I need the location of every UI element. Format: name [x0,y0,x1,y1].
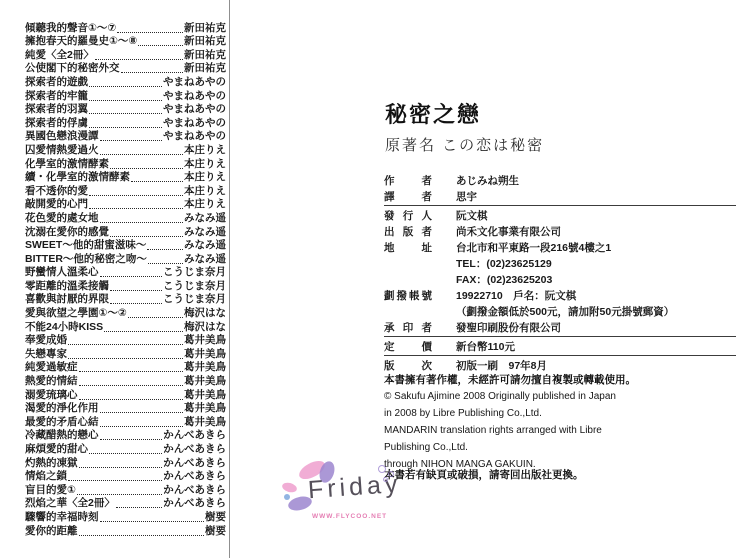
book-title: 灼熱的凍獄 [25,456,78,469]
license-line: in 2008 by Libre Publishing Co.,Ltd. [384,408,542,419]
book-author: やまねあやの [163,89,226,102]
dotted-leader [79,371,184,372]
book-author: かんべあきら [163,456,226,469]
dotted-leader [89,86,162,87]
book-title: 看不透你的愛 [25,184,88,197]
book-title: 驟響的幸福時刻 [25,510,99,523]
book-title: 渴愛的淨化作用 [25,402,99,415]
book-author: 本庄りえ [184,198,226,211]
book-title: 情焰之鎖 [25,470,67,483]
book-author: こうじま奈月 [163,279,226,292]
book-title: 愛與欲望之學園①～② [25,307,127,320]
info-value: 台北市和平東路一段216號4樓之1 [456,241,612,254]
info-label: 地 址 [384,241,432,254]
original-title: 原著名 この恋は秘密 [385,137,545,154]
copyright-notice: 本書擁有著作權，未經許可請勿擅自複製或轉載使用。 [384,374,636,386]
book-title: 敲開愛的心門 [25,198,88,211]
book-title: 公使閣下的秘密外交 [25,62,120,75]
info-row [384,223,736,239]
info-row [384,239,736,255]
flower-dot-icon [284,494,290,500]
info-row [384,357,736,373]
page-divider-line [229,0,230,558]
license-block [384,388,616,473]
info-value: FAX：(02)23625203 [456,273,553,286]
book-author: かんべあきら [163,497,226,510]
book-author: こうじま奈月 [163,266,226,279]
book-title: BITTER～他的秘密之吻～ [25,252,147,265]
info-label: 承 印 者 [384,321,432,334]
book-title: 野蠻情人溫柔心 [25,266,99,279]
info-row [384,255,736,271]
book-author: 葛井美鳥 [184,347,226,360]
dotted-leader [110,290,162,291]
dotted-leader [147,249,183,250]
book-author: 葛井美鳥 [184,388,226,401]
flower-petal-icon [281,481,298,494]
dotted-leader [89,453,162,454]
dotted-leader [100,521,205,522]
dotted-leader [100,222,184,223]
book-author: かんべあきら [163,443,226,455]
license-line: Publishing Co.,Ltd. [384,442,468,453]
dotted-leader [89,208,183,209]
book-author: こうじま奈月 [163,293,226,306]
info-label: 劃 撥 帳 號 [384,289,432,302]
dotted-leader [100,140,163,141]
info-row [384,338,736,354]
book-author: 葛井美鳥 [184,402,226,415]
book-row [25,524,226,538]
book-title: 烈焰之華〈全2冊〉 [25,497,115,510]
dotted-leader [138,45,183,46]
book-author: かんべあきら [163,483,226,496]
book-author: やまねあやの [163,116,226,129]
info-label: 出 版 者 [384,225,432,238]
book-author: 本庄りえ [184,143,226,156]
dotted-leader [100,154,184,155]
book-author: 新田祐克 [184,21,226,34]
book-author: やまねあやの [163,103,226,116]
book-author: やまねあやの [163,75,226,88]
info-value: TEL：(02)23625129 [456,257,552,270]
book-title: 純愛〈全2冊〉 [25,48,94,61]
book-title: 純愛過敏症 [25,361,78,374]
info-row [384,172,736,188]
info-value: あじみね朔生 [456,174,519,187]
dotted-leader [116,507,162,508]
book-title: 盲目的愛① [25,483,76,496]
info-row [384,207,736,223]
info-value: 19922710 戶名：阮文棋 [456,289,577,302]
dotted-leader [89,195,183,196]
info-label: 譯 者 [384,190,432,203]
book-author: 葛井美鳥 [184,375,226,388]
book-author: かんべあきら [163,429,226,442]
book-author: 新田祐克 [184,48,226,61]
dotted-leader [68,344,183,345]
dotted-leader [79,467,163,468]
book-title: 喜歡與討厭的界限 [25,293,109,306]
license-line: through NIHON MANGA GAKUIN. [384,459,536,470]
license-line: © Sakufu Ajimine 2008 Originally published in Japan [384,391,616,402]
book-title: 探索者的牢籠 [25,89,88,102]
dotted-leader [89,127,162,128]
dotted-leader [128,317,183,318]
watermark-logo-text: Friday [307,469,403,505]
book-author: かんべあきら [163,470,226,483]
book-title: 擁抱春天的羅曼史①～⑧ [25,35,138,48]
dotted-leader [79,535,205,536]
info-label: 版 次 [384,359,432,372]
book-author: 樹要 [205,524,226,537]
info-value: 發聖印刷股份有限公司 [456,321,561,334]
bubble-icon [388,471,394,477]
friday-watermark [282,461,412,539]
book-author: 本庄りえ [184,157,226,170]
book-author: 本庄りえ [184,184,226,197]
colophon-info [384,172,736,373]
info-row [384,319,736,335]
book-title: 花色愛的處女地 [25,211,99,224]
info-value: （劃撥金額低於500元，請加附50元掛號郵資） [456,305,675,318]
book-author: みなみ遥 [184,225,226,238]
watermark-url: WWW.FLYCOO.NET [312,513,388,520]
dotted-leader [100,412,184,413]
book-title: 最愛的矛盾心結 [25,415,99,428]
info-value: 尚禾文化事業有限公司 [456,225,561,238]
return-notice: 本書若有缺頁或破損，請寄回出版社更換。 [384,469,584,481]
book-title-heading: 秘密之戀 [385,102,482,127]
book-title: SWEET～他的甜蜜滋味～ [25,239,147,252]
dotted-leader [100,439,163,440]
info-label: 定 價 [384,340,432,353]
bubble-icon [383,477,388,482]
book-title: 化學室的激情酵素 [25,157,109,170]
dotted-leader [79,385,184,386]
book-title: 囚愛情熱愛過火 [25,143,99,156]
dotted-leader [68,480,162,481]
book-author: やまねあやの [163,130,226,143]
book-author: 葛井美鳥 [184,361,226,374]
book-title: 失戀專家 [25,347,67,360]
section-rule [384,355,736,356]
info-label: 作 者 [384,174,432,187]
book-author: 樹要 [205,510,226,523]
book-title: 冷藏醋熱的戀心 [25,429,99,442]
bubble-icon [378,465,386,473]
book-title: 探索者的羽翼 [25,103,88,116]
book-title: 愛你的距離 [25,524,78,537]
book-author: みなみ遥 [184,252,226,265]
info-label: 發 行 人 [384,209,432,222]
dotted-leader [89,100,162,101]
book-title: 奉愛成婚 [25,334,67,347]
book-title: 探索者的遊戲 [25,75,88,88]
book-author: みなみ遥 [184,211,226,224]
info-value: 初版一刷 97年8月 [456,359,548,372]
book-title: 麻煩愛的甜心 [25,443,88,455]
section-rule [384,205,736,206]
dotted-leader [131,181,183,182]
book-title: 沈溺在愛你的感覺 [25,225,109,238]
book-author: 新田祐克 [184,62,226,75]
section-rule [384,336,736,337]
info-row [384,188,736,204]
book-author: 葛井美鳥 [184,415,226,428]
book-title: 零距離的溫柔接觸 [25,279,109,292]
info-value: 思宇 [456,190,477,203]
dotted-leader [68,358,183,359]
info-value: 新台幣110元 [456,340,515,353]
book-title: 傾聽我的聲音①～⑦ [25,21,117,34]
info-row [384,303,736,319]
book-title: 探索者的俘虜 [25,116,88,129]
book-title: 續・化學室的激情酵素 [25,171,130,184]
book-author: 本庄りえ [184,171,226,184]
info-value: 阮文棋 [456,209,488,222]
book-title: 不能24小時KISS [25,320,104,333]
license-line: MANDARIN translation rights arranged with Libre [384,425,602,436]
book-author: 新田祐克 [184,35,226,48]
book-title: 熱愛的情結 [25,375,78,388]
info-row [384,287,736,303]
dotted-leader [104,331,183,332]
book-list [25,21,226,538]
book-author: 梅沢はな [184,307,226,320]
book-author: 葛井美鳥 [184,334,226,347]
book-title: 異國色戀浪漫譚 [25,130,99,143]
book-title: 溺愛琉璃心 [25,388,78,401]
dotted-leader [89,113,162,114]
book-author: 梅沢はな [184,320,226,333]
book-author: みなみ遥 [184,239,226,252]
info-row [384,271,736,287]
